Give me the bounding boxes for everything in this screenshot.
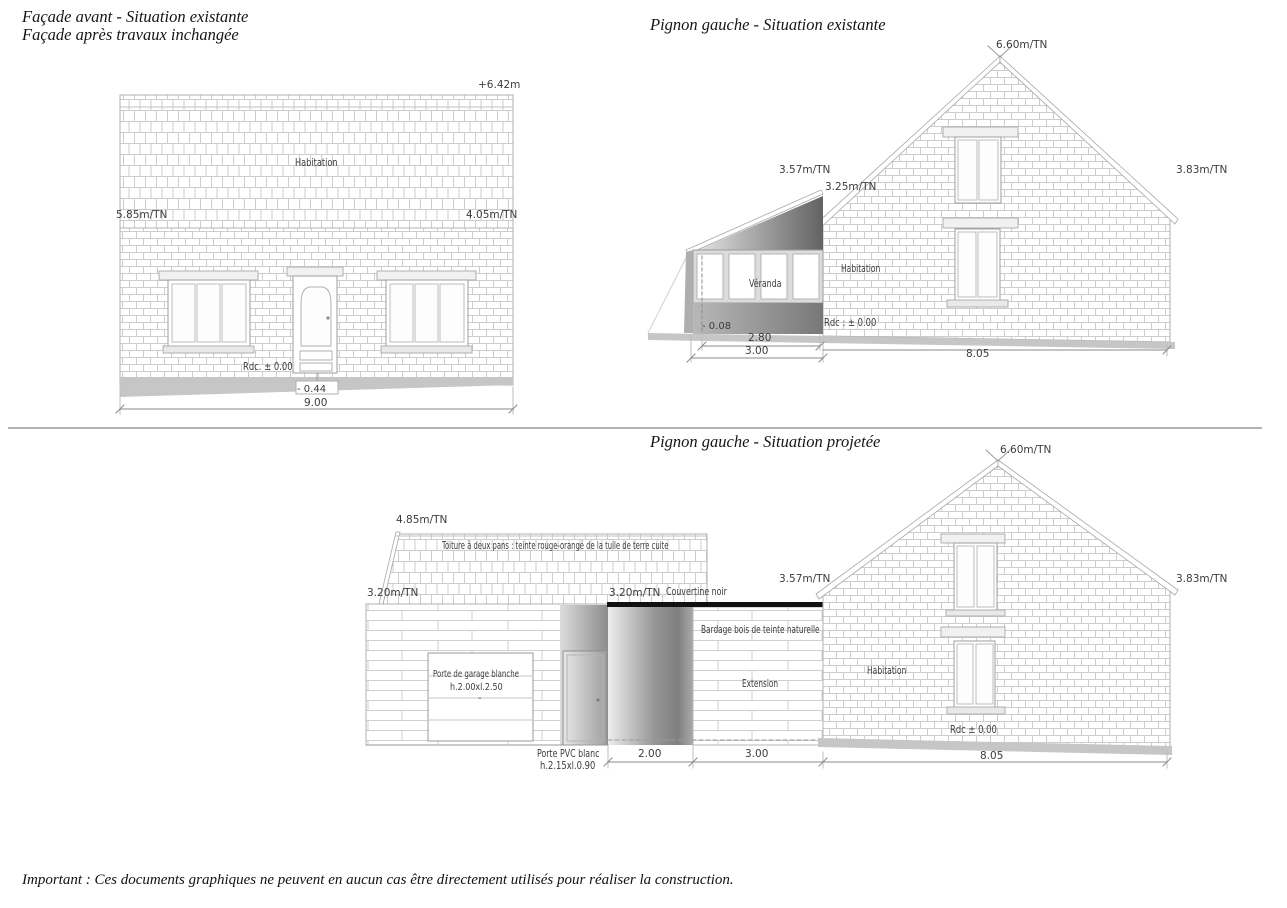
facade-avant-drawing bbox=[116, 95, 517, 414]
pignon-projete-title: Pignon gauche - Situation projetée bbox=[650, 432, 881, 451]
existing-dim-house: 8.05 bbox=[966, 348, 990, 360]
facade-eave-left-level: 5.85m/TN bbox=[116, 209, 168, 221]
projected-dim-house: 8.05 bbox=[980, 750, 1004, 762]
facade-title-line2: Façade après travaux inchangée bbox=[22, 25, 239, 44]
existing-veranda bbox=[648, 190, 823, 334]
existing-eave-left-level: 3.57m/TN bbox=[779, 164, 831, 176]
existing-ridge-level: 6.60m/TN bbox=[996, 39, 1048, 51]
facade-title-line1: Façade avant - Situation existante bbox=[22, 7, 249, 26]
projected-wall-label: Habitation bbox=[867, 665, 907, 677]
facade-step-level: - 0.44 bbox=[297, 384, 327, 395]
pignon-existant-drawing bbox=[648, 46, 1178, 362]
facade-window-left bbox=[163, 280, 254, 353]
facade-eave-right-level: 4.05m/TN bbox=[466, 209, 518, 221]
veranda-roof bbox=[691, 196, 823, 253]
pvc-door bbox=[563, 651, 607, 745]
extension-label: Extension bbox=[742, 678, 779, 690]
coping-bar bbox=[607, 602, 824, 607]
pvc-door-size: h.2.15xl.0.90 bbox=[540, 760, 596, 772]
pvc-door-label: Porte PVC blanc bbox=[537, 748, 600, 760]
pignon-existant-title: Pignon gauche - Situation existante bbox=[650, 15, 886, 34]
projected-eave-right-level: 3.83m/TN bbox=[1176, 573, 1228, 585]
garage-roof-note: Toiture à deux pans : teinte rouge-orangé de la tuile de terre cuite bbox=[442, 540, 669, 552]
garage-door-dash: - bbox=[478, 693, 482, 704]
coping-label: Couvertine noir bbox=[666, 586, 727, 598]
facade-roof-label: Habitation bbox=[295, 157, 338, 169]
existing-dim-veranda-inner: 2.80 bbox=[748, 332, 772, 344]
facade-ridge-level: +6.42m bbox=[478, 79, 521, 91]
projected-dim-extension: 3.00 bbox=[745, 748, 769, 760]
pignon-projete-drawing bbox=[366, 450, 1178, 768]
garage-door-size: h.2.00xl.2.50 bbox=[450, 682, 503, 693]
facade-floor-level: Rdc. ± 0.00 bbox=[243, 361, 293, 373]
existing-veranda-roof-level: 3.25m/TN bbox=[825, 181, 877, 193]
existing-wall-label: Habitation bbox=[841, 263, 881, 275]
important-note: Important : Ces documents graphiques ne peuvent en aucun cas être directement utilisés pour réaliser la construction. bbox=[22, 872, 734, 888]
veranda-floor-level: - 0.08 bbox=[702, 321, 732, 332]
veranda-label: Véranda bbox=[749, 278, 782, 290]
facade-dim-width: 9.00 bbox=[304, 397, 328, 409]
link-roof-level: 3.20m/TN bbox=[609, 587, 661, 599]
garage-ridge-level: 4.85m/TN bbox=[396, 514, 448, 526]
projected-dim-link: 2.00 bbox=[638, 748, 662, 760]
facade-window-right bbox=[381, 280, 472, 353]
projected-floor-level: Rdc ± 0.00 bbox=[950, 724, 997, 736]
existing-dim-veranda: 3.00 bbox=[745, 345, 769, 357]
garage-eave-level: 3.20m/TN bbox=[367, 587, 419, 599]
existing-floor-level: Rdc : ± 0.00 bbox=[824, 317, 877, 329]
cladding-label: Bardage bois de teinte naturelle bbox=[701, 624, 820, 636]
link-wall bbox=[608, 607, 693, 745]
projected-ridge-level: 6.60m/TN bbox=[1000, 444, 1052, 456]
garage-door-label: Porte de garage blanche bbox=[433, 669, 519, 680]
projected-eave-left-level: 3.57m/TN bbox=[779, 573, 831, 585]
existing-eave-right-level: 3.83m/TN bbox=[1176, 164, 1228, 176]
facade-entry-door bbox=[293, 276, 337, 373]
